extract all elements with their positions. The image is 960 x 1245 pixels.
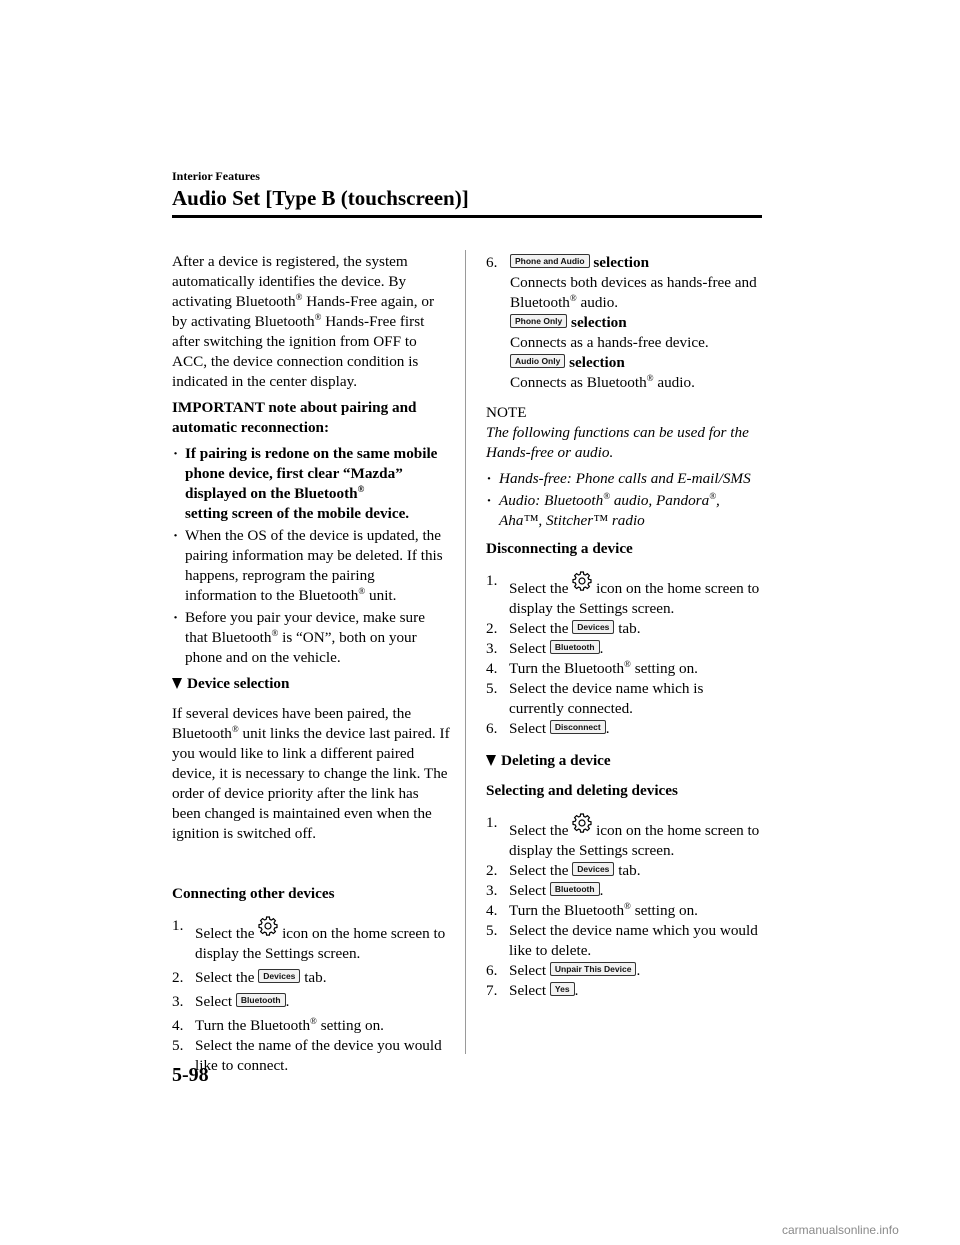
connecting-heading: Connecting other devices: [172, 885, 335, 902]
important-heading: IMPORTANT note about pairing and automatic reconnection:: [172, 399, 417, 436]
list-item: 5. Select the device name which is currently connected.: [486, 680, 704, 717]
devices-tab-button: Devices: [572, 862, 614, 876]
triangle-down-icon: [172, 678, 182, 689]
page-title: Audio Set [Type B (touchscreen)]: [172, 186, 469, 210]
yes-button: Yes: [550, 982, 575, 996]
phone-and-audio-button: Phone and Audio: [510, 254, 590, 268]
list-item: 4. Turn the Bluetooth® setting on.: [486, 901, 698, 919]
bluetooth-button: Bluetooth: [550, 882, 600, 896]
list-item: 1. Select the icon on the home screen to display the Settings screen.: [486, 572, 760, 617]
list-item: · When the OS of the device is updated, the pairing information may be deleted. If this happens, reprogram the pairing information to the Bluetooth® unit.: [172, 526, 450, 606]
devices-tab-button: Devices: [572, 620, 614, 634]
bluetooth-button: Bluetooth: [236, 993, 286, 1007]
header-rule: [172, 215, 762, 218]
list-item: 2. Select the Devices tab.: [172, 969, 327, 986]
unpair-device-button: Unpair This Device: [550, 962, 637, 976]
devices-tab-button: Devices: [258, 969, 300, 983]
audio-only-button: Audio Only: [510, 354, 565, 368]
triangle-down-icon: [486, 755, 496, 766]
list-item: 1. Select the icon on the home screen to display the Settings screen.: [172, 917, 446, 962]
list-item: 6. Select Unpair This Device .: [486, 962, 641, 979]
list-item: · Audio: Bluetooth® audio, Pandora®, Aha™, Stitcher™ radio: [486, 491, 762, 531]
list-item: 5. Select the device name which you would like to delete.: [486, 922, 758, 959]
disconnect-steps: [486, 571, 762, 739]
disconnect-heading: Disconnecting a device: [486, 540, 633, 557]
list-item: · If pairing is redone on the same mobile phone device, first clear “Mazda” displayed on the Bluetooth® setting screen of the mobile device.: [172, 444, 450, 524]
list-item: 5. Select the name of the device you would like to connect.: [172, 1037, 442, 1074]
disconnect-button: Disconnect: [550, 720, 606, 734]
list-item: · Hands-free: Phone calls and E-mail/SMS: [486, 469, 762, 489]
list-item: 3. Select Bluetooth .: [486, 882, 604, 899]
list-item: 4. Turn the Bluetooth® setting on.: [486, 659, 698, 677]
column-divider: [465, 250, 466, 1054]
gear-icon: [572, 571, 592, 591]
deleting-heading: Deleting a device: [486, 751, 762, 771]
left-column: [172, 252, 450, 1082]
delete-steps: [486, 813, 762, 1001]
gear-icon: [572, 813, 592, 833]
list-item: 1. Select the icon on the home screen to display the Settings screen.: [486, 814, 760, 859]
list-item: 7. Select Yes .: [486, 982, 579, 999]
important-list: [172, 444, 450, 668]
section-label: Interior Features: [172, 169, 260, 183]
device-selection-paragraph: If several devices have been paired, the Bluetooth® unit links the device last paired. If you would like to link a different paired device, it is necessary to change the link. The order of device priority after the link has been changed is maintained even when the ignition is switched off.: [172, 705, 450, 842]
intro-paragraph: After a device is registered, the system automatically identifies the device. By activating Bluetooth® Hands-Free again, or by activating Bluetooth® Hands-Free first after switching the ignition from OFF to ACC, the device connection condition is indicated in the center display.: [172, 253, 435, 390]
note-text: The following functions can be used for the Hands-free or audio.: [486, 424, 749, 461]
list-item: 4. Turn the Bluetooth® setting on.: [172, 1016, 384, 1034]
connecting-steps: [172, 916, 450, 1076]
list-item: 6. Select Disconnect .: [486, 720, 610, 737]
phone-only-button: Phone Only: [510, 314, 567, 328]
list-item: 2. Select the Devices tab.: [486, 862, 641, 879]
bluetooth-button: Bluetooth: [550, 640, 600, 654]
note-list: [486, 469, 762, 531]
right-column: [486, 253, 762, 1007]
watermark: carmanualsonline.info: [782, 1223, 899, 1237]
device-selection-heading: Device selection: [172, 674, 450, 694]
list-item: · Before you pair your device, make sure that Bluetooth® is “ON”, both on your phone and on the vehicle.: [172, 608, 450, 668]
gear-icon: [258, 916, 278, 936]
selection-options: 6. Phone and Audio selection Connects both devices as hands-free and Bluetooth® audio. Phone Only selection Connects as a hands-free device. Audio Only selection Connects as Bluetooth® audio.: [486, 254, 757, 391]
note-label: NOTE: [486, 404, 527, 421]
list-item: 2. Select the Devices tab.: [486, 620, 641, 637]
list-item: 3. Select Bluetooth .: [172, 993, 290, 1010]
page-number: 5-98: [172, 1064, 209, 1086]
selecting-deleting-heading: Selecting and deleting devices: [486, 782, 678, 799]
list-item: 3. Select Bluetooth .: [486, 640, 604, 657]
